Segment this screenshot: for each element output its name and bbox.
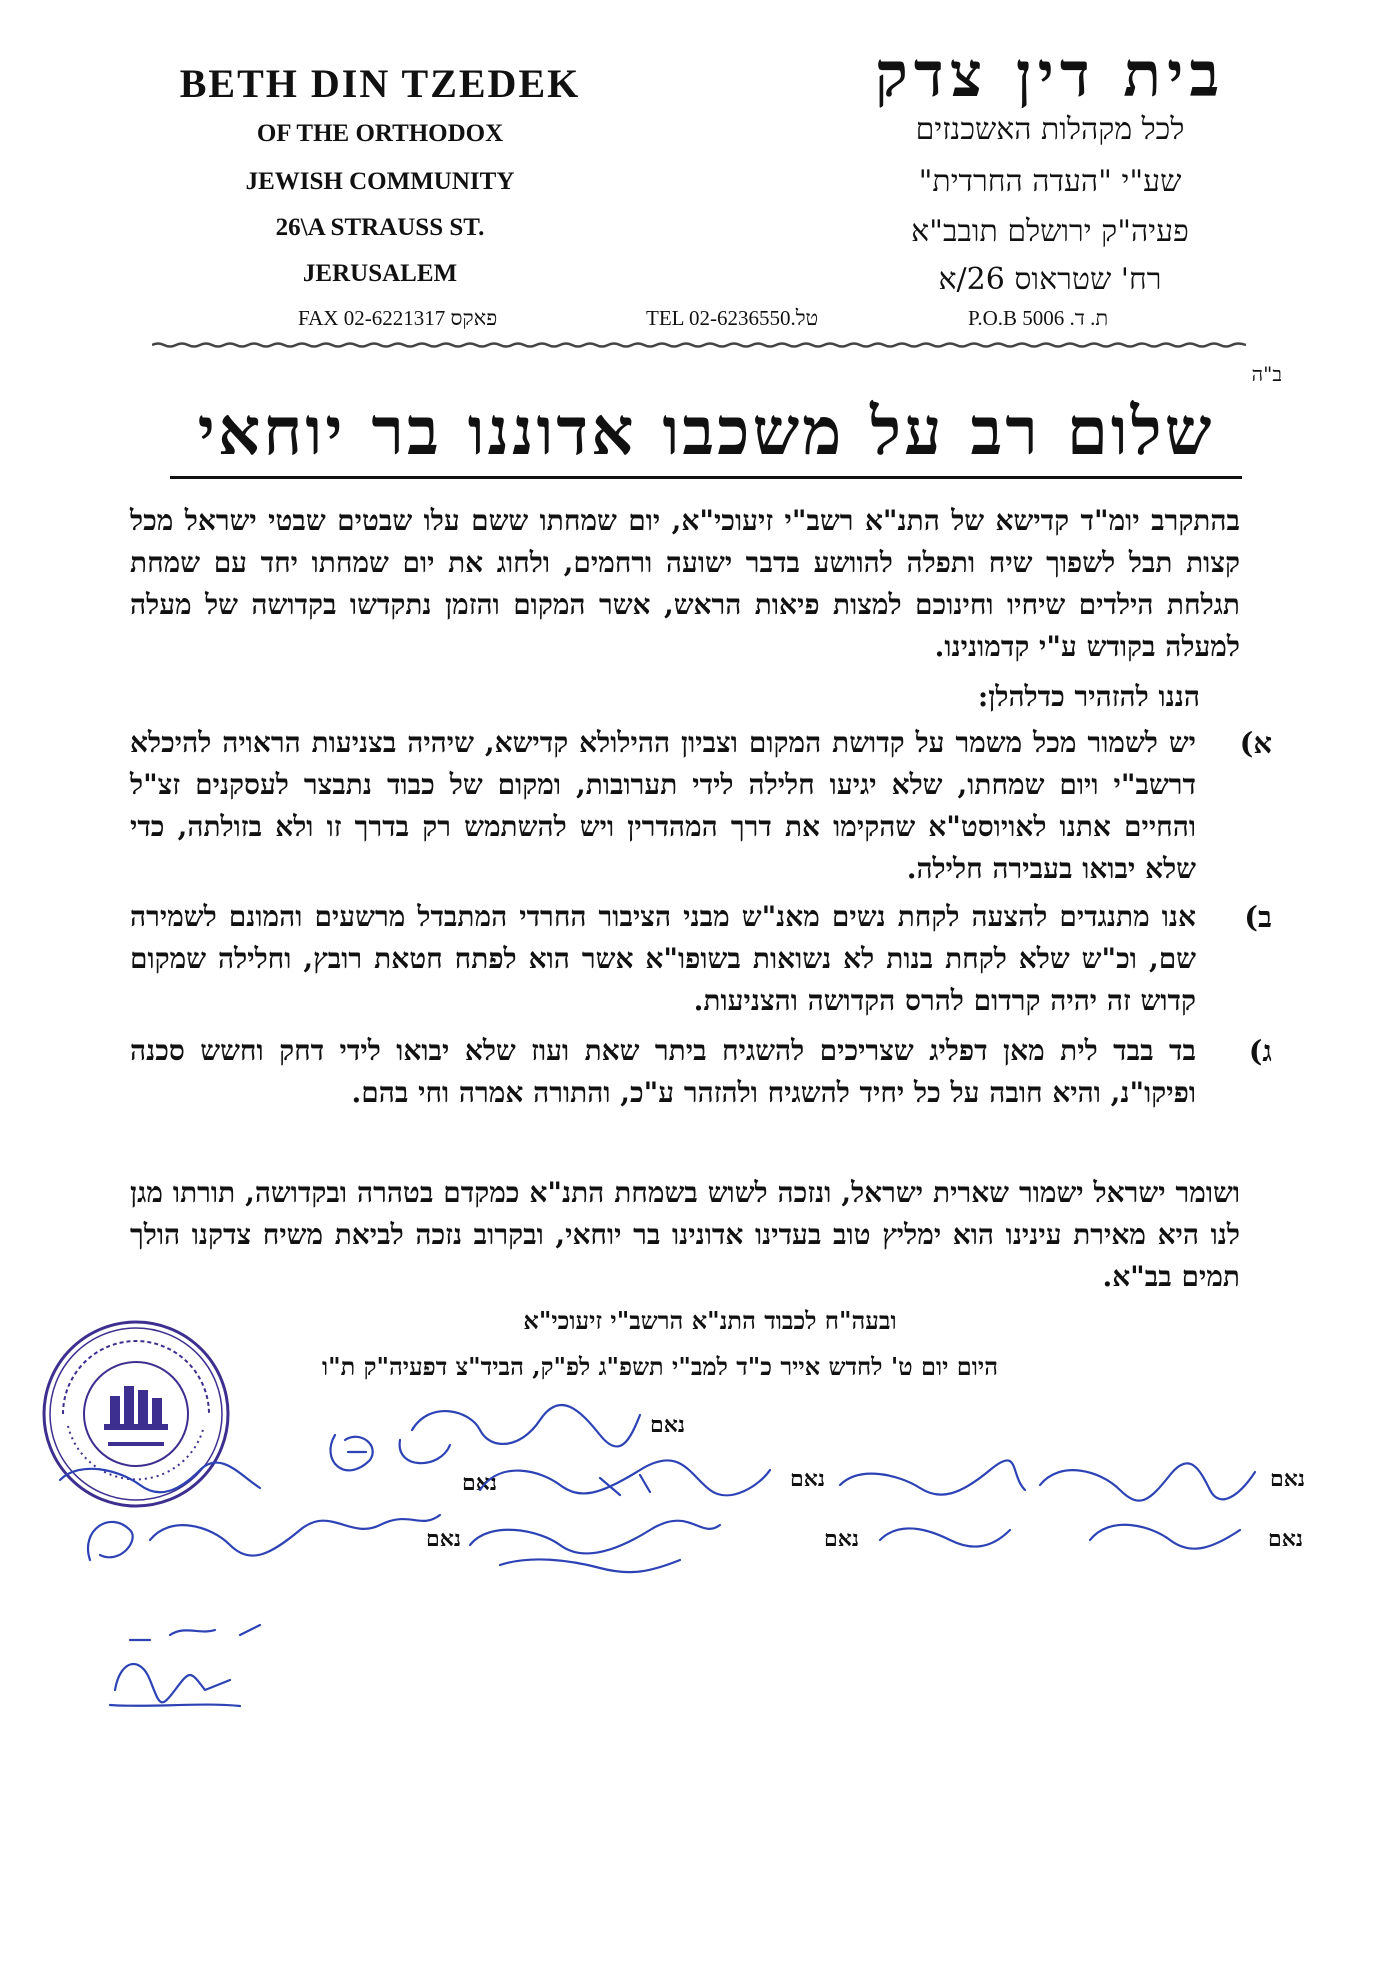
- item-b-letter: ב): [1244, 900, 1272, 934]
- item-c-text: בד בבד לית מאן דפליג שצריכים להשגיח ביתר שאת ועוז שלא יבואו לידי דחק וחשש סכנה ופיקו"נ, והיא חובה על כל יחיד להשגיח ולהזהר ע"כ, והתורה אמרה וחי בהם.: [130, 1034, 1196, 1109]
- pob-number: P.O.B 5006 .ת. ד: [968, 306, 1109, 330]
- signature-label-2: נאם: [1270, 1466, 1306, 1492]
- bh-mark: ב"ה: [1251, 362, 1282, 386]
- english-org-line-1: OF THE ORTHODOX: [256, 120, 504, 147]
- hebrew-org-line-2: שע"י "העדה החרדית": [918, 164, 1182, 199]
- warning-intro: הננו להזהיר כדלהלן:: [977, 680, 1200, 713]
- intro-paragraph: בהתקרב יומ"ד קדישא של התנ"א רשב"י זיעוכי"א, יום שמחתו ששם עלו שבטים שבטי ישראל מכל קצות תבל לשפוך שיח ותפלה להוושע בדבר ישועה ורחמים, ולחוג את יום שמחתו יחד עם שמחת תגלחת הילדים שיחיו וחינוכם למצות פיאות הראש, אשר המקום והזמן נתקדשו בקדושה של מעלה למעלה בקודש ע"י קדמונינו.: [130, 504, 1240, 663]
- signature-label-4: נאם: [462, 1470, 498, 1496]
- signature-label-1: נאם: [650, 1412, 686, 1438]
- honor-line: ובעה"ח לכבוד התנ"א הרשב"י זיעוכי"א: [523, 1306, 897, 1335]
- english-address-street: 26\A STRAUSS ST.: [275, 214, 485, 241]
- item-a-letter: א): [1239, 726, 1272, 760]
- signature-label-7: נאם: [426, 1526, 462, 1552]
- item-c-letter: ג): [1248, 1034, 1272, 1068]
- signature-label-5: נאם: [1268, 1526, 1304, 1552]
- hebrew-org-line-1: לכל מקהלות האשכנזים: [915, 112, 1185, 147]
- fax-number: FAX 02-6221317 פאקס: [298, 306, 498, 330]
- item-b-text: אנו מתנגדים להצעה לקחת נשים מאנ"ש מבני הציבור החרדי המתבדל מרשעים והמונם לשמירה שם, וכ"ש שלא לקחת בנות לא נשואות בשופו"א אשר הוא לפתח חטאת רובץ, וחלילה שמקום קדוש זה יהיה קרדום להרס הקדושה והצניעות.: [130, 900, 1196, 1017]
- english-org-name: BETH DIN TZEDEK: [179, 61, 581, 106]
- tel-number: TEL 02-6236550.טל: [646, 306, 819, 330]
- hebrew-org-name: בית דין צדק: [874, 38, 1226, 111]
- english-address-city: JERUSALEM: [302, 260, 458, 287]
- closing-paragraph: ושומר ישראל ישמור שארית ישראל, ונזכה לשוש בשמחת התנ"א כמקדם בטהרה ובקדושה, תורתו מגן לנו היא מאירת עינינו הוא ימליץ טוב בעדינו אדונינו בר יוחאי, ובקרוב נזכה לביאת משיח צדקנו הולך תמים בב"א.: [130, 1176, 1240, 1293]
- header-divider: [152, 342, 1246, 348]
- item-a-text: יש לשמור מכל משמר על קדושת המקום וצביון ההילולא קדישא, שיהיה בצניעות הראויה להיכלא דרשב"י ויום שמחתו, שלא יגיעו חלילה לידי תערובות, ומקום של כבוד נתבצר לעסקנים זצ"ל והחיים אתנו לאויוסט"א שהקימו את דרך המהדרין ויש להשתמש רק בדרך זו ולא בזולתה, כדי שלא יבואו בעבירה חלילה.: [130, 726, 1196, 885]
- handwritten-signatures: [0, 1390, 1400, 1820]
- signature-label-3: נאם: [790, 1466, 826, 1492]
- document-title: שלום רב על משכבו אדוננו בר יוחאי: [170, 388, 1242, 479]
- signature-label-6: נאם: [824, 1526, 860, 1552]
- hebrew-address-street: רח' שטראוס 26/א: [938, 262, 1162, 297]
- english-org-line-2: JEWISH COMMUNITY: [245, 168, 515, 195]
- hebrew-org-line-3: פעיה"ק ירושלם תובב"א: [911, 214, 1189, 249]
- date-line: היום יום ט' לחדש אייר כ"ד למב"י תשפ"ג לפ"ק, הביד"צ דפעיה"ק ת"ו: [321, 1352, 998, 1381]
